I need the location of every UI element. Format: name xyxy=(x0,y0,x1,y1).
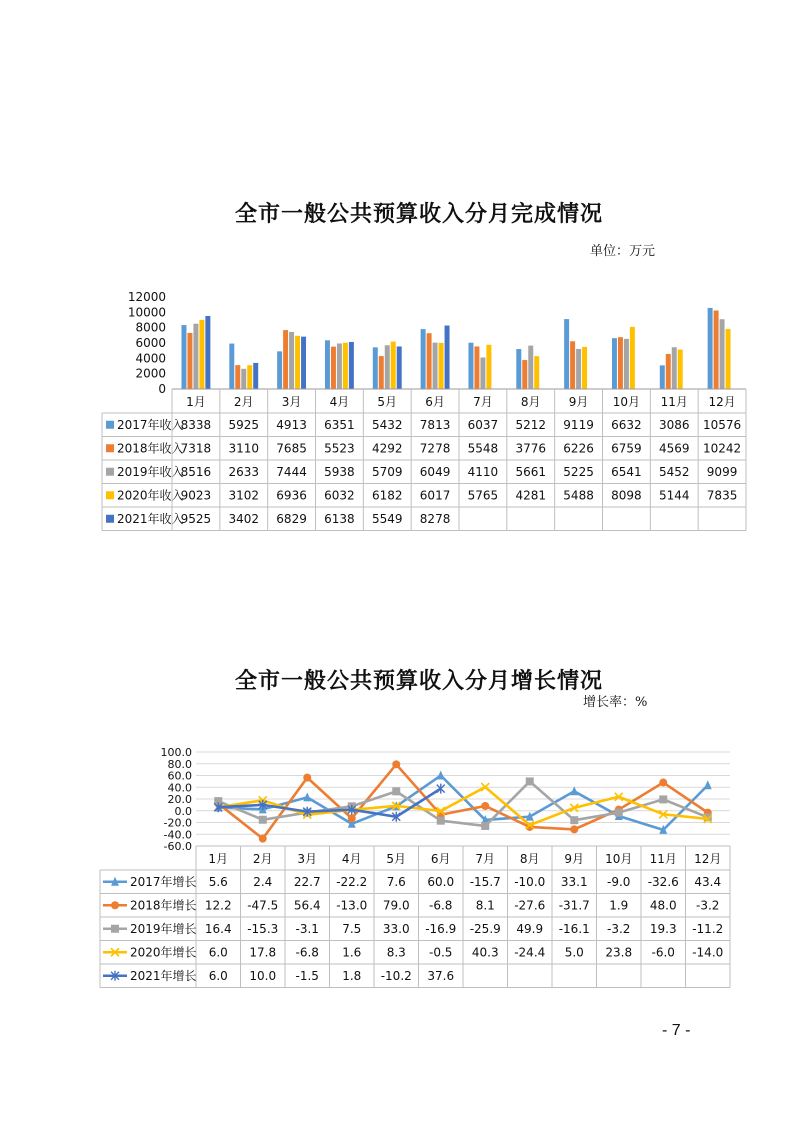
bar xyxy=(277,351,282,389)
bar xyxy=(187,333,192,389)
x-tick-label: 9月 xyxy=(564,852,585,866)
data-label: 2.4 xyxy=(253,874,273,889)
data-label: -1.5 xyxy=(295,968,319,983)
data-label: -10.0 xyxy=(514,874,546,889)
data-label: 1.8 xyxy=(342,968,362,983)
bar xyxy=(660,365,665,389)
data-label: 5709 xyxy=(371,464,403,479)
bar xyxy=(229,344,234,389)
data-label: 3776 xyxy=(515,441,547,456)
bar xyxy=(720,319,725,389)
y-tick-label: 0.0 xyxy=(174,804,192,818)
data-label: 23.8 xyxy=(605,945,633,960)
data-label: 5938 xyxy=(324,464,355,479)
x-tick-label: 8月 xyxy=(519,852,540,866)
x-tick-label: 7月 xyxy=(475,852,496,866)
data-label: 6017 xyxy=(419,488,451,503)
data-point xyxy=(570,825,578,833)
x-tick-label: 3月 xyxy=(297,852,318,866)
bar xyxy=(385,345,390,389)
data-label: 5925 xyxy=(228,417,260,432)
data-label: 4110 xyxy=(467,464,499,479)
bar xyxy=(570,341,575,389)
data-label: 8.1 xyxy=(475,898,495,913)
data-label: 7278 xyxy=(419,441,451,456)
x-tick-label: 2月 xyxy=(233,395,254,409)
bar xyxy=(379,356,384,389)
y-tick-label: 100.0 xyxy=(160,746,192,759)
bar xyxy=(726,329,731,389)
data-label: -22.2 xyxy=(336,874,368,889)
y-tick-label: 6000 xyxy=(135,336,166,350)
bar xyxy=(373,347,378,389)
x-tick-label: 2月 xyxy=(252,852,273,866)
data-point xyxy=(526,777,534,785)
data-label: 3102 xyxy=(228,488,260,503)
bar xyxy=(474,346,479,389)
data-label: -24.4 xyxy=(514,945,546,960)
x-tick-label: 8月 xyxy=(520,395,541,409)
legend-label: 2017年增长 xyxy=(130,874,197,889)
bar xyxy=(516,349,521,389)
data-label: 5523 xyxy=(324,441,355,456)
legend-key xyxy=(106,421,114,429)
bar-chart-svg xyxy=(78,185,760,553)
data-label: 33.1 xyxy=(560,874,588,889)
data-label: 7835 xyxy=(706,488,738,503)
data-label: -16.9 xyxy=(425,921,457,936)
data-label: -9.0 xyxy=(607,874,631,889)
y-tick-label: -60.0 xyxy=(163,840,192,853)
bar xyxy=(253,363,258,389)
data-label: 5.6 xyxy=(208,874,228,889)
data-label: -15.3 xyxy=(247,921,279,936)
data-point xyxy=(437,784,445,794)
x-tick-label: 6月 xyxy=(425,395,445,409)
bar xyxy=(564,319,569,389)
data-label: -25.9 xyxy=(469,921,501,936)
bar xyxy=(343,343,348,389)
data-label: 16.4 xyxy=(204,921,232,936)
data-label: 6138 xyxy=(324,511,355,526)
data-label: -16.1 xyxy=(558,921,590,936)
data-label: 6037 xyxy=(467,417,499,432)
data-label: 6936 xyxy=(276,488,307,503)
data-point xyxy=(659,795,667,803)
data-point xyxy=(259,816,267,824)
data-point xyxy=(111,901,119,909)
legend-label: 2018年收入 xyxy=(117,441,184,456)
data-label: 9119 xyxy=(563,417,594,432)
line-chart-svg xyxy=(78,650,760,1000)
data-label: 19.3 xyxy=(649,921,677,936)
bar xyxy=(241,369,246,389)
x-tick-label: 1月 xyxy=(186,395,206,409)
series-line xyxy=(218,787,708,825)
data-label: 5661 xyxy=(515,464,547,479)
legend-label: 2018年增长 xyxy=(130,898,197,913)
chart-unit: 单位：万元 xyxy=(590,244,656,259)
data-label: 3086 xyxy=(658,417,690,432)
data-label: 8516 xyxy=(180,464,212,479)
x-tick-label: 9月 xyxy=(568,395,589,409)
data-label: 10576 xyxy=(702,417,742,432)
data-label: -32.6 xyxy=(647,874,679,889)
bar xyxy=(630,327,635,389)
chart-title: 全市一般公共预算收入分月增长情况 xyxy=(234,668,603,694)
data-point xyxy=(111,925,119,933)
bar xyxy=(205,316,210,389)
data-label: 10.0 xyxy=(249,968,277,983)
data-label: 4569 xyxy=(658,441,690,456)
data-label: 8.3 xyxy=(386,945,406,960)
legend-key xyxy=(106,515,114,523)
data-label: 5452 xyxy=(658,464,690,479)
y-tick-label: 20.0 xyxy=(167,793,192,806)
bar xyxy=(349,342,354,389)
legend-label: 2017年收入 xyxy=(117,417,184,432)
bar xyxy=(289,332,294,389)
bar xyxy=(427,333,432,389)
data-point xyxy=(259,835,267,843)
x-tick-label: 12月 xyxy=(708,395,736,409)
legend-label: 2019年收入 xyxy=(117,464,184,479)
data-label: 17.8 xyxy=(249,945,277,960)
data-label: 9023 xyxy=(180,488,212,503)
legend-key xyxy=(106,444,114,452)
data-label: 33.0 xyxy=(382,921,410,936)
y-tick-label: 10000 xyxy=(127,305,166,320)
data-label: 5548 xyxy=(467,441,499,456)
data-label: -0.5 xyxy=(429,945,453,960)
data-point xyxy=(481,802,489,810)
data-label: 4281 xyxy=(515,488,547,503)
data-label: -47.5 xyxy=(247,898,279,913)
data-label: 1.6 xyxy=(342,945,362,960)
x-tick-label: 11月 xyxy=(649,852,677,866)
data-label: 6049 xyxy=(419,464,451,479)
x-tick-label: 7月 xyxy=(473,395,493,409)
data-label: -14.0 xyxy=(692,945,724,960)
data-label: 5432 xyxy=(371,417,403,432)
bar xyxy=(672,347,677,389)
x-tick-label: 3月 xyxy=(281,395,302,409)
data-point xyxy=(437,817,445,825)
data-label: 5549 xyxy=(371,511,403,526)
y-tick-label: -40.0 xyxy=(163,828,192,842)
data-label: -6.0 xyxy=(651,945,675,960)
bar xyxy=(582,347,587,389)
data-label: 4913 xyxy=(276,417,307,432)
y-tick-label: 80.0 xyxy=(167,757,192,771)
x-tick-label: 11月 xyxy=(660,395,688,409)
data-label: -31.7 xyxy=(558,898,590,913)
data-label: 2633 xyxy=(228,464,260,479)
bar xyxy=(199,320,204,389)
data-label: 6032 xyxy=(324,488,355,503)
data-label: -6.8 xyxy=(429,898,453,913)
bar xyxy=(486,345,491,389)
data-point xyxy=(659,779,667,787)
data-label: 5212 xyxy=(515,417,547,432)
bar xyxy=(283,330,288,389)
data-point xyxy=(348,814,356,822)
x-tick-label: 4月 xyxy=(341,852,362,866)
data-label: 79.0 xyxy=(382,898,410,913)
x-tick-label: 6月 xyxy=(430,852,451,866)
data-label: -11.2 xyxy=(692,921,724,936)
page-number: - 7 - xyxy=(662,1022,691,1039)
data-label: 8098 xyxy=(611,488,642,503)
data-label: 6632 xyxy=(611,417,642,432)
bar xyxy=(433,343,438,389)
data-label: 56.4 xyxy=(293,898,321,913)
y-tick-label: -20.0 xyxy=(163,816,192,830)
data-label: 6829 xyxy=(276,511,307,526)
bar xyxy=(331,347,336,389)
bar xyxy=(235,365,240,389)
data-point xyxy=(704,813,712,821)
data-label: 6541 xyxy=(611,464,642,479)
data-label: 6759 xyxy=(611,441,642,456)
bar xyxy=(295,336,300,389)
data-label: 7318 xyxy=(180,441,212,456)
data-point xyxy=(704,780,712,789)
x-tick-label: 5月 xyxy=(386,852,407,866)
data-label: 60.0 xyxy=(427,874,455,889)
legend-label: 2021年增长 xyxy=(130,968,197,983)
data-label: 7444 xyxy=(276,464,307,479)
bar xyxy=(325,340,330,389)
bar xyxy=(612,338,617,389)
data-label: 40.3 xyxy=(471,945,499,960)
bar xyxy=(421,329,426,389)
legend-label: 2020年增长 xyxy=(130,945,197,960)
bar xyxy=(439,343,444,389)
data-label: 9099 xyxy=(706,464,738,479)
y-tick-label: 0 xyxy=(158,382,166,396)
bar xyxy=(528,346,533,389)
data-label: 7.5 xyxy=(342,921,362,936)
data-label: 12.2 xyxy=(204,898,232,913)
data-label: 6351 xyxy=(324,417,355,432)
data-label: 10242 xyxy=(702,441,742,456)
data-label: 37.6 xyxy=(427,968,455,983)
bar xyxy=(678,350,683,389)
bar xyxy=(618,337,623,389)
data-label: 43.4 xyxy=(694,874,722,889)
x-tick-label: 5月 xyxy=(377,395,398,409)
x-tick-label: 1月 xyxy=(208,852,229,866)
chart-title: 全市一般公共预算收入分月完成情况 xyxy=(234,201,603,227)
data-point xyxy=(303,774,311,782)
data-label: 9525 xyxy=(180,511,212,526)
x-tick-label: 4月 xyxy=(329,395,350,409)
bar xyxy=(714,310,719,389)
data-label: -6.8 xyxy=(295,945,319,960)
bar xyxy=(576,349,581,389)
y-tick-label: 4000 xyxy=(135,351,166,366)
bar xyxy=(193,324,198,389)
legend-label: 2021年收入 xyxy=(117,511,184,526)
legend-key xyxy=(106,491,114,499)
data-label: -10.2 xyxy=(380,968,412,983)
data-label: 6226 xyxy=(563,441,594,456)
data-label: 1.9 xyxy=(609,898,629,913)
y-tick-label: 12000 xyxy=(127,290,166,304)
data-label: -3.2 xyxy=(607,921,631,936)
data-label: 48.0 xyxy=(649,898,677,913)
bar xyxy=(445,326,450,389)
bar xyxy=(708,308,713,389)
data-label: -13.0 xyxy=(336,898,368,913)
legend-label: 2020年收入 xyxy=(117,488,184,503)
bar xyxy=(624,339,629,389)
y-tick-label: 40.0 xyxy=(167,781,192,795)
data-label: 3110 xyxy=(228,441,260,456)
data-label: 7685 xyxy=(276,441,307,456)
data-label: 22.7 xyxy=(293,874,321,889)
bar xyxy=(247,365,252,389)
data-label: 4292 xyxy=(371,441,403,456)
bar xyxy=(534,356,539,389)
legend-label: 2019年增长 xyxy=(130,921,197,936)
y-tick-label: 8000 xyxy=(135,320,166,335)
bar xyxy=(301,337,306,389)
data-label: 49.9 xyxy=(516,921,544,936)
growth-line-chart-panel xyxy=(78,650,760,1000)
data-label: 6.0 xyxy=(208,945,228,960)
y-tick-label: 2000 xyxy=(135,366,166,381)
data-label: -27.6 xyxy=(514,898,546,913)
data-label: 8338 xyxy=(180,417,212,432)
data-label: 5225 xyxy=(563,464,594,479)
data-label: 8278 xyxy=(419,511,451,526)
data-label: 5144 xyxy=(658,488,690,503)
data-label: 5765 xyxy=(467,488,499,503)
data-point xyxy=(392,787,400,795)
revenue-bar-chart-panel xyxy=(78,185,760,553)
data-label: 6182 xyxy=(371,488,403,503)
data-label: 5.0 xyxy=(564,945,584,960)
chart-unit: 增长率：% xyxy=(583,695,648,710)
legend-key xyxy=(106,468,114,476)
y-tick-label: 60.0 xyxy=(167,769,192,783)
bar xyxy=(337,343,342,389)
x-tick-label: 10月 xyxy=(605,852,633,866)
data-label: -3.1 xyxy=(295,921,319,936)
data-label: 5488 xyxy=(563,488,594,503)
bar xyxy=(391,342,396,389)
bar xyxy=(468,343,473,389)
data-label: 6.0 xyxy=(208,968,228,983)
bar xyxy=(666,354,671,389)
data-label: -3.2 xyxy=(696,898,720,913)
data-point xyxy=(392,760,400,768)
data-label: 7813 xyxy=(419,417,451,432)
bar xyxy=(181,325,186,389)
x-tick-label: 10月 xyxy=(612,395,641,409)
data-label: 7.6 xyxy=(386,874,406,889)
bar xyxy=(522,360,527,389)
data-label: -15.7 xyxy=(469,874,501,889)
bar xyxy=(397,346,402,389)
data-point xyxy=(481,822,489,830)
x-tick-label: 12月 xyxy=(694,852,722,866)
data-point xyxy=(570,816,578,824)
bar xyxy=(480,357,485,389)
data-point xyxy=(615,809,623,817)
data-label: 3402 xyxy=(228,511,260,526)
